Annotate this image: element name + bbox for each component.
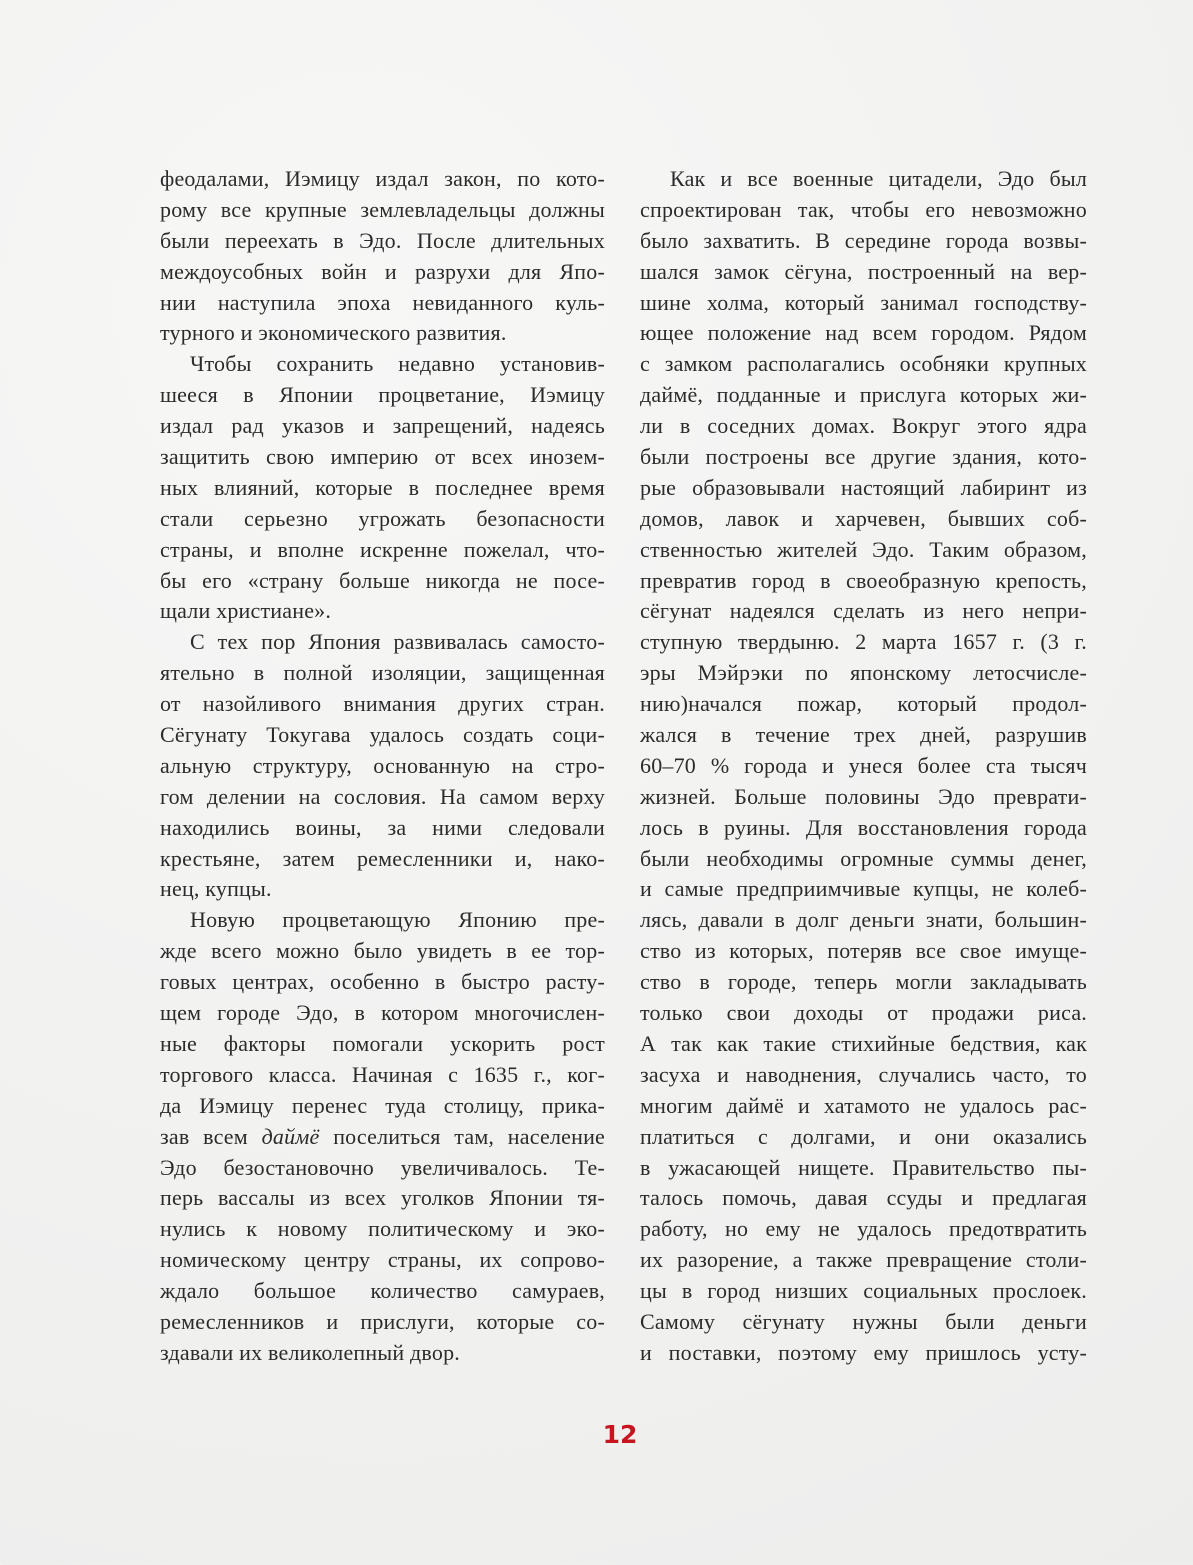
text-line: С тех пор Япония развивалась самосто- (190, 629, 605, 655)
text-line: нец, купцы. (160, 876, 272, 902)
paragraph (160, 164, 605, 349)
text-segment: поселиться там, население (319, 1123, 606, 1149)
text-line: ство в городе, теперь могли закладывать (640, 969, 1087, 995)
text-line: ремесленников и прислуги, которые со- (160, 1308, 605, 1334)
text-line: цы в город низших социальных прослоек. (640, 1278, 1087, 1304)
text-line: лясь, давали в долг деньги знати, большин- (640, 907, 1087, 933)
text-line: шееся в Японии процветание, Иэмицу (160, 382, 605, 408)
text-line: были необходимы огромные суммы денег, (640, 845, 1087, 871)
left-text-column (160, 164, 605, 1369)
text-line: и самые предприимчивые купцы, не колеб- (640, 876, 1087, 902)
text-line: эры Мэйрэки по японскому летосчисле- (640, 660, 1087, 686)
text-line: находились воины, за ними следовали (160, 814, 605, 840)
text-line: ятельно в полной изоляции, защищенная (160, 660, 605, 686)
text-line: жде всего можно было увидеть в ее тор- (160, 938, 605, 964)
text-line: говых центрах, особенно в быстро расту- (160, 969, 605, 995)
text-line: Сёгунату Токугава удалось создать соци- (160, 722, 605, 748)
page-number: 12 (602, 1420, 638, 1449)
text-line: Эдо безостановочно увеличивалось. Те- (160, 1154, 605, 1180)
text-line: шался замок сёгуна, построенный на вер- (640, 258, 1087, 284)
text-line: ступную твердыню. 2 марта 1657 г. (3 г. (640, 629, 1087, 655)
text-line: бы его «страну больше никогда не посе- (160, 567, 605, 593)
text-line: турного и экономического развития. (160, 320, 507, 346)
text-line: жался в течение трех дней, разрушив (640, 722, 1087, 748)
text-line: были построены все другие здания, кото- (640, 444, 1087, 470)
text-line: Самому сёгунату нужны были деньги (640, 1308, 1087, 1334)
text-line: спроектирован так, чтобы его невозможно (640, 196, 1087, 222)
text-line: даймё, подданные и прислуга которых жи- (640, 382, 1087, 408)
text-line: от назойливого внимания других стран. (160, 691, 605, 717)
text-line: шине холма, который занимал господству- (640, 289, 1087, 315)
text-line: альную структуру, основанную на стро- (160, 752, 605, 778)
text-line: щали христиане». (160, 598, 332, 624)
paragraph (640, 164, 1087, 1369)
text-line: Новую процветающую Японию пре- (190, 907, 605, 933)
text-line: только свои доходы от продажи риса. (640, 1000, 1087, 1026)
text-line: нии наступила эпоха невиданного куль- (160, 289, 605, 315)
text-line: с замком располагались особняки крупных (640, 351, 1087, 377)
text-line: номическому центру страны, их сопрово- (160, 1247, 605, 1273)
text-line: их разорение, а также превращение столи- (640, 1247, 1087, 1273)
text-line: да Иэмицу перенес туда столицу, прика- (160, 1092, 605, 1118)
text-line: нию)начался пожар, который продол- (640, 691, 1087, 717)
text-line: превратив город в своеобразную крепость, (640, 567, 1087, 593)
text-line: 60–70 % города и унеся более ста тысяч (640, 752, 1087, 778)
text-line: междоусобных войн и разрухи для Япо- (160, 258, 605, 284)
text-line: рые образовывали настоящий лабиринт из (640, 474, 1087, 500)
text-line: здавали их великолепный двор. (160, 1339, 460, 1365)
text-line: ли в соседних домах. Вокруг этого ядра (640, 413, 1087, 439)
text-line: торгового класса. Начиная с 1635 г., ког- (160, 1061, 605, 1087)
text-line: страны, и вполне искренне пожелал, что- (160, 536, 605, 562)
text-line: засуха и наводнения, случались часто, то (640, 1061, 1087, 1087)
italic-term: даймё (261, 1123, 320, 1149)
text-line: Как и все военные цитадели, Эдо был (670, 166, 1087, 191)
text-line (160, 1122, 605, 1153)
text-line: многим даймё и хатамото не удалось рас- (640, 1092, 1087, 1118)
text-line: домов, лавок и харчевен, бывших соб- (640, 505, 1087, 531)
text-line: А так как такие стихийные бедствия, как (640, 1030, 1087, 1056)
text-line: в ужасающей нищете. Правительство пы- (640, 1154, 1087, 1180)
text-line: щем городе Эдо, в котором многочислен- (160, 1000, 605, 1026)
text-line: Чтобы сохранить недавно установив- (190, 351, 605, 377)
text-line: были переехать в Эдо. После длительных (160, 227, 605, 253)
text-line: и поставки, поэтому ему пришлось усту- (640, 1339, 1087, 1365)
text-line: талось помочь, давая ссуды и предлагая (640, 1185, 1087, 1211)
text-segment: зав всем (160, 1123, 262, 1149)
text-line: платиться с долгами, и они оказались (640, 1123, 1087, 1149)
text-line: сёгунат надеялся сделать из него непри- (640, 598, 1087, 624)
text-line: гом делении на сословия. На самом верху (160, 783, 605, 809)
text-line: нулись к новому политическому и эко- (160, 1216, 605, 1242)
text-line: перь вассалы из всех уголков Японии тя- (160, 1185, 605, 1211)
text-line: работу, но ему не удалось предотвратить (640, 1216, 1087, 1242)
text-line: лось в руины. Для восстановления города (640, 814, 1087, 840)
text-line: феодалами, Иэмицу издал закон, по кото- (160, 166, 605, 191)
text-line: было захватить. В середине города возвы- (640, 227, 1087, 253)
text-line: ных влияний, которые в последнее время (160, 474, 605, 500)
text-line: стали серьезно угрожать безопасности (160, 505, 605, 531)
paragraph (160, 349, 605, 627)
text-line: жизней. Больше половины Эдо преврати- (640, 783, 1087, 809)
text-line: ные факторы помогали ускорить рост (160, 1030, 605, 1056)
paragraph (160, 627, 605, 905)
text-line: издал рад указов и запрещений, надеясь (160, 413, 605, 439)
text-line: крестьяне, затем ремесленники и, нако- (160, 845, 605, 871)
text-line: ство из которых, потеряв все свое имуще- (640, 938, 1087, 964)
text-line: рому все крупные землевладельцы должны (160, 196, 605, 222)
text-line: ждало большое количество самураев, (160, 1278, 605, 1304)
text-line: защитить свою империю от всех инозем- (160, 444, 605, 470)
text-line: ющее положение над всем городом. Рядом (640, 320, 1087, 346)
right-text-column (640, 164, 1087, 1369)
paragraph (160, 905, 605, 1368)
text-line: ственностью жителей Эдо. Таким образом, (640, 536, 1087, 562)
